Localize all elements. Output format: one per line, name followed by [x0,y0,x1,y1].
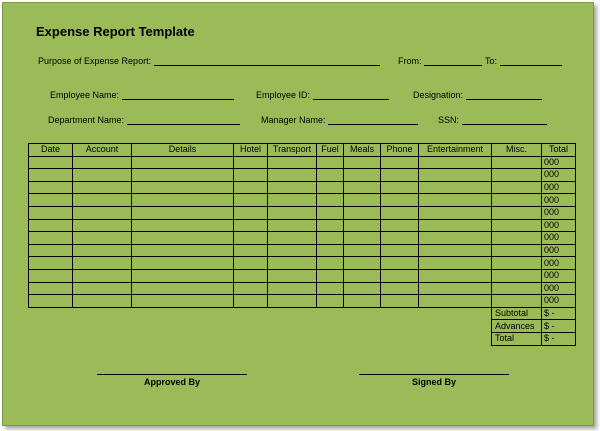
table-cell[interactable] [73,244,132,257]
department-name-field [48,115,240,125]
table-cell[interactable] [268,169,317,182]
table-row [29,156,576,169]
table-row [29,206,576,219]
table-cell[interactable] [29,194,73,207]
table-cell[interactable] [381,181,419,194]
expense-report-sheet [2,2,594,426]
table-cell[interactable] [317,282,344,295]
manager-name-input-line[interactable] [328,115,418,125]
purpose-label: Purpose of Expense Report: [38,56,152,66]
table-cell[interactable] [381,219,419,232]
table-cell[interactable] [344,181,381,194]
employee-id-label: Employee ID: [256,90,311,100]
table-cell[interactable] [234,257,268,270]
summary-row-subtotal [29,307,576,320]
table-cell[interactable] [29,282,73,295]
table-cell[interactable] [73,181,132,194]
ssn-input-line[interactable] [462,115,547,125]
table-cell[interactable] [317,194,344,207]
table-cell[interactable] [381,169,419,182]
table-cell[interactable] [234,282,268,295]
signed-by-line[interactable] [359,374,509,375]
table-cell[interactable] [317,244,344,257]
table-cell[interactable] [492,282,542,295]
table-cell[interactable] [132,244,234,257]
table-cell[interactable] [29,156,73,169]
table-cell[interactable] [317,181,344,194]
row-total-cell[interactable]: 000 [542,181,576,194]
table-row [29,181,576,194]
table-cell[interactable] [492,257,542,270]
table-cell[interactable] [73,194,132,207]
table-cell[interactable] [268,181,317,194]
table-cell[interactable] [29,169,73,182]
table-cell[interactable] [132,181,234,194]
subtotal-label: Subtotal [492,307,542,320]
to-label: To: [485,56,498,66]
table-cell[interactable] [344,257,381,270]
to-field [485,56,562,66]
expense-table-body [29,156,576,307]
table-cell[interactable] [317,219,344,232]
approved-by-line[interactable] [97,374,247,375]
table-cell[interactable] [492,206,542,219]
table-cell[interactable] [29,257,73,270]
column-header-misc: Misc. [492,144,542,157]
table-cell[interactable] [234,269,268,282]
purpose-input-line[interactable] [154,56,380,66]
table-cell[interactable] [492,295,542,308]
summary-section [29,307,576,345]
table-cell[interactable] [268,156,317,169]
column-header-transport: Transport [268,144,317,157]
column-header-hotel: Hotel [234,144,268,157]
grand-total-value[interactable]: $ - [542,332,576,345]
department-name-label: Department Name: [48,115,125,125]
row-total-cell[interactable]: 000 [542,295,576,308]
table-cell[interactable] [419,295,492,308]
table-cell[interactable] [419,219,492,232]
table-cell[interactable] [29,244,73,257]
ssn-field [438,115,547,125]
from-label: From: [398,56,422,66]
row-total-cell[interactable]: 000 [542,282,576,295]
employee-id-field [256,90,389,100]
table-row [29,232,576,245]
row-total-cell[interactable]: 000 [542,206,576,219]
designation-field [413,90,542,100]
table-cell[interactable] [29,295,73,308]
table-cell[interactable] [344,219,381,232]
table-cell[interactable] [234,219,268,232]
table-cell[interactable] [344,269,381,282]
table-cell[interactable] [419,257,492,270]
column-header-date: Date [29,144,73,157]
table-cell[interactable] [317,257,344,270]
table-cell[interactable] [29,269,73,282]
table-cell[interactable] [317,156,344,169]
row-total-cell[interactable]: 000 [542,169,576,182]
table-cell[interactable] [419,206,492,219]
table-cell[interactable] [492,269,542,282]
table-cell[interactable] [73,269,132,282]
table-cell[interactable] [268,295,317,308]
employee-name-label: Employee Name: [50,90,120,100]
summary-row-advances [29,320,576,333]
table-cell[interactable] [132,194,234,207]
column-header-entertainment: Entertainment [419,144,492,157]
advances-value[interactable]: $ - [542,320,576,333]
table-cell[interactable] [29,206,73,219]
table-cell[interactable] [73,232,132,245]
purpose-field [38,56,380,66]
table-cell[interactable] [381,156,419,169]
grand-total-label: Total [492,332,542,345]
from-field [398,56,482,66]
table-cell[interactable] [73,257,132,270]
department-name-input-line[interactable] [127,115,240,125]
from-input-line[interactable] [424,56,482,66]
table-cell[interactable] [419,156,492,169]
table-cell[interactable] [268,244,317,257]
table-cell[interactable] [268,269,317,282]
table-cell[interactable] [381,257,419,270]
table-cell[interactable] [344,169,381,182]
table-cell[interactable] [73,169,132,182]
table-cell[interactable] [234,194,268,207]
employee-name-input-line[interactable] [122,90,234,100]
table-cell[interactable] [317,269,344,282]
column-header-account: Account [73,144,132,157]
row-total-cell[interactable]: 000 [542,232,576,245]
table-cell[interactable] [492,194,542,207]
row-total-cell[interactable]: 000 [542,194,576,207]
report-title: Expense Report Template [36,24,195,39]
row-total-cell[interactable]: 000 [542,269,576,282]
table-cell[interactable] [381,206,419,219]
table-cell[interactable] [268,194,317,207]
table-cell[interactable] [381,295,419,308]
table-row [29,269,576,282]
table-cell[interactable] [381,282,419,295]
table-cell[interactable] [234,244,268,257]
manager-name-field [261,115,418,125]
table-cell[interactable] [419,194,492,207]
table-cell[interactable] [419,169,492,182]
table-cell[interactable] [73,156,132,169]
table-row [29,282,576,295]
row-total-cell[interactable]: 000 [542,219,576,232]
table-cell[interactable] [344,206,381,219]
table-cell[interactable] [132,206,234,219]
table-cell[interactable] [317,169,344,182]
table-cell[interactable] [73,206,132,219]
table-cell[interactable] [317,232,344,245]
table-cell[interactable] [419,244,492,257]
summary-row-total [29,332,576,345]
row-total-cell[interactable]: 000 [542,257,576,270]
table-cell[interactable] [317,206,344,219]
table-cell[interactable] [317,295,344,308]
table-cell[interactable] [344,156,381,169]
table-cell[interactable] [234,181,268,194]
to-input-line[interactable] [500,56,562,66]
table-row [29,219,576,232]
table-cell[interactable] [419,232,492,245]
table-cell[interactable] [492,181,542,194]
designation-label: Designation: [413,90,464,100]
table-cell[interactable] [268,219,317,232]
table-cell[interactable] [234,295,268,308]
table-cell[interactable] [268,257,317,270]
table-cell[interactable] [381,269,419,282]
table-cell[interactable] [344,282,381,295]
table-cell[interactable] [132,269,234,282]
table-cell[interactable] [381,244,419,257]
table-cell[interactable] [268,206,317,219]
table-cell[interactable] [132,219,234,232]
row-total-cell[interactable]: 000 [542,156,576,169]
column-header-total: Total [542,144,576,157]
table-cell[interactable] [268,232,317,245]
advances-label: Advances [492,320,542,333]
table-cell[interactable] [344,232,381,245]
table-row [29,257,576,270]
employee-name-field [50,90,234,100]
expense-table [28,143,576,346]
table-cell[interactable] [132,169,234,182]
table-row [29,295,576,308]
table-cell[interactable] [492,244,542,257]
employee-id-input-line[interactable] [313,90,389,100]
ssn-label: SSN: [438,115,460,125]
table-cell[interactable] [419,181,492,194]
table-cell[interactable] [492,156,542,169]
table-cell[interactable] [29,181,73,194]
column-header-meals: Meals [344,144,381,157]
table-cell[interactable] [29,219,73,232]
table-header-row [29,144,576,157]
table-cell[interactable] [73,282,132,295]
table-cell[interactable] [132,232,234,245]
table-row [29,244,576,257]
table-row [29,194,576,207]
approved-by-label: Approved By [143,377,200,387]
subtotal-value[interactable]: $ - [542,307,576,320]
table-cell[interactable] [234,156,268,169]
column-header-details: Details [132,144,234,157]
designation-input-line[interactable] [466,90,542,100]
table-cell[interactable] [344,244,381,257]
row-total-cell[interactable]: 000 [542,244,576,257]
column-header-fuel: Fuel [317,144,344,157]
signed-by-label: Signed By [411,377,456,387]
table-cell[interactable] [344,295,381,308]
table-cell[interactable] [132,295,234,308]
table-cell[interactable] [492,169,542,182]
table-cell[interactable] [234,169,268,182]
table-cell[interactable] [132,156,234,169]
column-header-phone: Phone [381,144,419,157]
table-cell[interactable] [419,282,492,295]
table-cell[interactable] [73,295,132,308]
table-cell[interactable] [73,219,132,232]
table-cell[interactable] [344,194,381,207]
table-cell[interactable] [381,194,419,207]
table-cell[interactable] [492,219,542,232]
table-cell[interactable] [419,269,492,282]
table-cell[interactable] [268,282,317,295]
table-cell[interactable] [234,232,268,245]
manager-name-label: Manager Name: [261,115,326,125]
table-cell[interactable] [381,232,419,245]
table-cell[interactable] [132,282,234,295]
table-row [29,169,576,182]
table-cell[interactable] [132,257,234,270]
table-cell[interactable] [29,232,73,245]
table-cell[interactable] [492,232,542,245]
table-cell[interactable] [234,206,268,219]
